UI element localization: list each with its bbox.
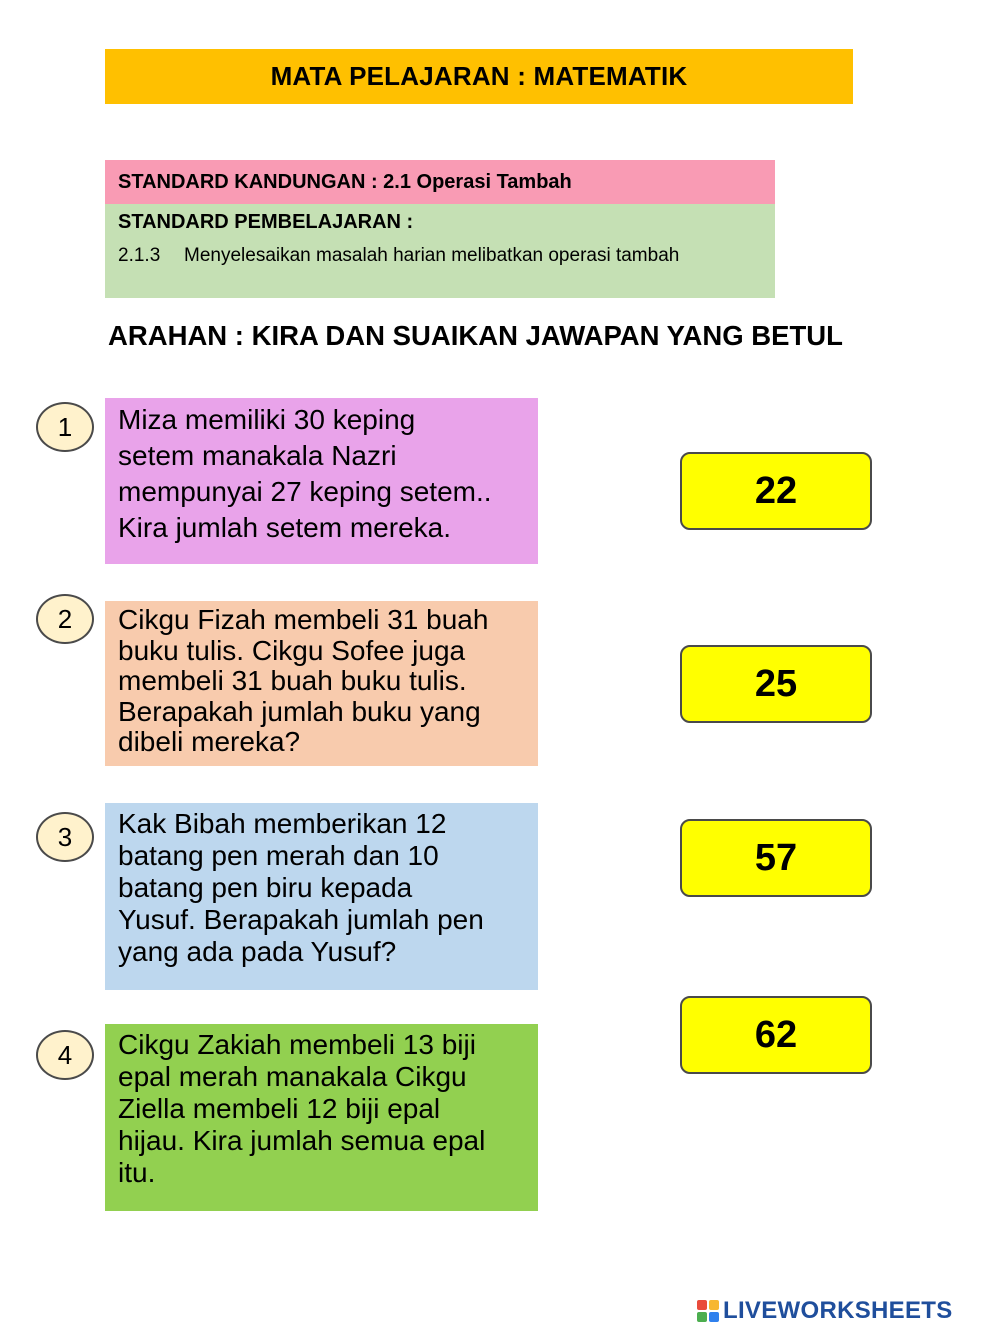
question-line: batang pen merah dan 10 (118, 840, 439, 871)
question-number: 4 (57, 1039, 73, 1070)
brand-square-icon (697, 1300, 707, 1310)
question-line: Cikgu Zakiah membeli 13 biji (118, 1029, 476, 1060)
question-number: 2 (57, 603, 73, 634)
standard-pembelajaran-detail (118, 242, 775, 270)
question-number-badge-1 (36, 402, 94, 452)
brand-mark-icon (697, 1300, 719, 1322)
question-line: Ziella membeli 12 biji epal (118, 1093, 441, 1124)
question-line: batang pen biru kepada (118, 872, 413, 903)
answer-value: 57 (754, 836, 798, 879)
question-number: 3 (57, 821, 73, 852)
question-line: dibeli mereka? (118, 726, 301, 757)
answer-option-4[interactable] (680, 996, 872, 1074)
question-number-badge-3 (36, 812, 94, 862)
question-line: Yusuf. Berapakah jumlah pen (118, 904, 484, 935)
question-line: buku tulis. Cikgu Sofee juga (118, 634, 466, 666)
question-line: mempunyai 27 keping setem.. (118, 476, 492, 507)
question-line: Kak Bibah memberikan 12 (118, 808, 447, 839)
question-line: Cikgu Fizah membeli 31 buah (118, 604, 489, 635)
answer-value: 22 (754, 469, 798, 512)
question-line: epal merah manakala Cikgu (118, 1061, 467, 1092)
standard-kandungan-box (105, 160, 775, 204)
answer-option-1[interactable] (680, 452, 872, 530)
question-line: Berapakah jumlah buku yang (118, 695, 481, 727)
question-line: membeli 31 buah buku tulis. (118, 665, 467, 696)
standard-pembelajaran-code: 2.1.3 (118, 245, 161, 266)
question-line: hijau. Kira jumlah semua epal (118, 1125, 486, 1156)
question-line: Kira jumlah setem mereka. (118, 512, 452, 543)
answer-option-2[interactable] (680, 645, 872, 723)
brand-square-icon (709, 1312, 719, 1322)
standard-pembelajaran-box (105, 204, 775, 298)
brand-square-icon (697, 1312, 707, 1322)
answer-option-3[interactable] (680, 819, 872, 897)
question-card-2[interactable] (105, 601, 538, 766)
question-number: 1 (57, 411, 73, 442)
answer-value: 25 (754, 662, 798, 705)
question-line: setem manakala Nazri (118, 440, 397, 471)
standard-pembelajaran-text: Menyelesaikan masalah harian melibatkan operasi tambah (184, 245, 680, 266)
question-number-badge-4 (36, 1030, 94, 1080)
question-card-4[interactable] (105, 1024, 538, 1211)
standard-kandungan-text: STANDARD KANDUNGAN : 2.1 Operasi Tambah (118, 170, 572, 193)
answer-value: 62 (754, 1013, 798, 1056)
question-line: yang ada pada Yusuf? (118, 936, 397, 967)
subject-title-bar (105, 49, 853, 104)
brand-text: LIVEWORKSHEETS (723, 1297, 953, 1324)
question-card-1[interactable] (105, 398, 538, 564)
question-number-badge-2 (36, 594, 94, 644)
standard-pembelajaran-label: STANDARD PEMBELAJARAN : (118, 211, 414, 233)
subject-title: MATA PELAJARAN : MATEMATIK (270, 61, 688, 91)
question-line: itu. (118, 1157, 156, 1188)
brand-square-icon (709, 1300, 719, 1310)
question-card-3[interactable] (105, 803, 538, 990)
instruction-heading: ARAHAN : KIRA DAN SUAIKAN JAWAPAN YANG BETUL (108, 320, 843, 351)
liveworksheets-logo (697, 1296, 997, 1326)
question-line: Miza memiliki 30 keping (118, 404, 416, 435)
